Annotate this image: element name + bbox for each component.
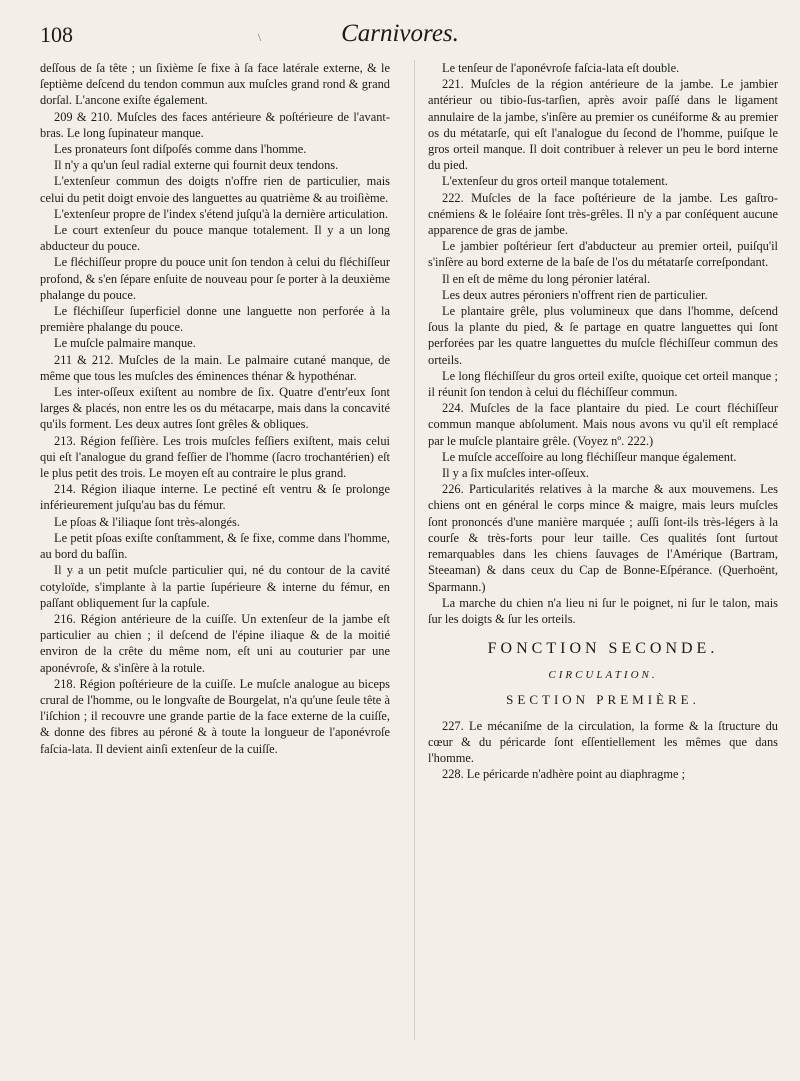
running-title: Carnivores.	[341, 20, 459, 47]
paragraph: 221. Muſcles de la région antérieure de la jambe. Le jambier antérieur ou tibio-ſus-tarſien, après avoir paſſé dans le ligament annulaire de la jambe, s'inſère au premier os cunéiforme & au premier os du métatarſe, qui eſt l'analogue du ſecond de l'homme, puiſque le gros orteil manque. Il doit contribuer à relever un peu le bord interne du pied.	[428, 77, 778, 173]
paragraph: Les pronateurs ſont diſpoſés comme dans l'homme.	[54, 142, 307, 157]
paragraph: Le muſcle palmaire manque.	[54, 336, 196, 351]
section-subtitle: CIRCULATION.	[548, 669, 658, 682]
paragraph: 214. Région iliaque interne. Le pectiné eſt ventru & ſe prolonge inférieurement juſqu'au bas du fémur.	[40, 482, 390, 513]
header-mark: \	[258, 32, 262, 44]
paragraph: 227. Le mécaniſme de la circulation, la forme & la ſtructure du cœur & du péricarde ſont eſſentiellement les mêmes que dans l'homme.	[428, 718, 778, 766]
paragraph: Le fléchiſſeur ſuperficiel donne une languette non perforée à la première phalange du pouce.	[40, 304, 390, 335]
paragraph: deſſous de ſa tête ; un ſixième ſe fixe à ſa face latérale externe, & le ſeptième deſcend du tendon commun aux muſcles grand rond & grand dorſal. L'ancone exiſte également.	[40, 61, 390, 108]
paragraph: 218. Région poſtérieure de la cuiſſe. Le muſcle analogue au biceps crural de l'homme, ou le longvaſte de Bourgelat, n'a qu'une ſeule tête à l'iſchion ; il recouvre une grande partie de la face externe de la cuiſſe, & donne des fibres au péroné & à toute la longueur de l'aponévroſe faſcia-lata. Il devient ainſi extenſeur de la cuiſſe.	[40, 676, 390, 756]
right-column	[428, 60, 778, 783]
paragraph: L'extenſeur propre de l'index s'étend juſqu'à la dernière articulation.	[54, 206, 389, 221]
paragraph: 222. Muſcles de la face poſtérieure de la jambe. Les gaſtro-cnémiens & le ſoléaire ſont très-grêles. Il n'y a par conſéquent aucune apparence de gras de jambe.	[428, 190, 778, 238]
paragraph: L'extenſeur commun des doigts n'offre rien de particulier, mais celui du petit doigt envoie des languettes au quatrième & au troiſième.	[40, 174, 390, 205]
paragraph: 213. Région feſſière. Les trois muſcles feſſiers exiſtent, mais celui qui eſt l'analogue du grand feſſier de l'homme (ſacro trochantérien) eſt le plus petit des trois. Le moyen eſt au contraire le plus grand.	[40, 433, 390, 481]
paragraph: 209 & 210. Muſcles des faces antérieure & poſtérieure de l'avant-bras. Le long ſupinateur manque.	[40, 109, 390, 140]
paragraph: Le tenſeur de l'aponévroſe faſcia-lata eſt double.	[442, 61, 680, 75]
paragraph: Il en eſt de même du long péronier latéral.	[442, 271, 651, 286]
paragraph: Le pſoas & l'iliaque ſont très-alongés.	[54, 514, 240, 529]
left-column	[40, 60, 390, 757]
paragraph: La marche du chien n'a lieu ni ſur le poignet, ni ſur le talon, mais ſur les doigts & ſur les orteils.	[428, 595, 778, 626]
paragraph: Le long fléchiſſeur du gros orteil exiſte, quoique cet orteil manque ; il réunit ſon tendon à celui du fléchiſſeur commun.	[428, 368, 778, 400]
paragraph: 211 & 212. Muſcles de la main. Le palmaire cutané manque, de même que tous les muſcles des éminences thénar & hypothénar.	[40, 352, 390, 383]
page-header	[40, 22, 760, 54]
paragraph: Il y a ſix muſcles inter-oſſeux.	[442, 466, 590, 481]
paragraph: L'extenſeur du gros orteil manque totalement.	[442, 174, 668, 189]
paragraph: Il y a un petit muſcle particulier qui, né du contour de la cavité cotyloïde, s'implante à la partie ſupérieure & interne du fémur, en paſſant obliquement ſur la capſule.	[40, 563, 390, 610]
paragraph: Les deux autres péroniers n'offrent rien de particulier.	[442, 287, 708, 302]
paragraph: Les inter-oſſeux exiſtent au nombre de ſix. Quatre d'entr'eux ſont larges & placés, non entre les os du métacarpe, mais dans la concavité qu'ils forment. Les deux autres ſont grêles & obliques.	[40, 385, 390, 432]
paragraph: 216. Région antérieure de la cuiſſe. Un extenſeur de la jambe eſt particulier au chien ; il deſcend de l'épine iliaque & de la moitié environ de la crête du même nom, eſt uni au couturier par une aponévroſe, & s'inſère à la rotule.	[40, 611, 390, 675]
paragraph: 226. Particularités relatives à la marche & aux mouvemens. Les chiens ont en général le corps mince & maigre, mais leurs muſcles ſont prononcés d'une manière marquée ; auſſi ſont-ils très-légers à la courſe & très-forts pour leur taille. Ces qualités ſont ſurtout remarquables dans les chiens ſauvages de l'Amérique (Bartram, Steeaman) & dans ceux du Cap de Bonne-Eſpérance. (Querhoënt, Sparmann.)	[428, 482, 778, 594]
paragraph: 228. Le péricarde n'adhère point au diaphragme ;	[442, 767, 686, 782]
paragraph: Le plantaire grêle, plus volumineux que dans l'homme, deſcend ſous la plante du pied, & ſe partage en quatre languettes qui ſont perforées par les quatre languettes du muſcle fléchiſſeur commun des orteils.	[428, 304, 778, 367]
page-number: 108	[40, 22, 73, 47]
paragraph: 224. Muſcles de la face plantaire du pied. Le court fléchiſſeur commun manque abſolument. Mais nous avons vu qu'il eſt remplacé par le muſcle plantaire grêle. (Voyez nº. 222.)	[428, 401, 778, 448]
paragraph: Le petit pſoas exiſte conſtamment, & ſe fixe, comme dans l'homme, au bord du baſſin.	[40, 530, 390, 562]
paragraph: Le muſcle acceſſoire au long fléchiſſeur manque également.	[442, 449, 737, 464]
paragraph: Il n'y a qu'un ſeul radial externe qui fournit deux tendons.	[54, 158, 339, 173]
column-divider	[414, 60, 415, 1040]
paragraph: Le fléchiſſeur propre du pouce unit ſon tendon à celui du fléchiſſeur profond, & s'en ſépare enſuite de nouveau pour ſe porter à la deuxième phalange du pouce.	[40, 255, 390, 302]
section-title: FONCTION SECONDE.	[487, 640, 719, 658]
section-sub-subtitle: SECTION PREMIÈRE.	[506, 691, 700, 707]
paragraph: Le jambier poſtérieur ſert d'abducteur au premier orteil, puiſqu'il s'inſère au bord externe de la baſe de l'os du métatarſe correſpondant.	[428, 239, 778, 270]
paragraph: Le court extenſeur du pouce manque totalement. Il y a un long abducteur du pouce.	[40, 223, 390, 254]
